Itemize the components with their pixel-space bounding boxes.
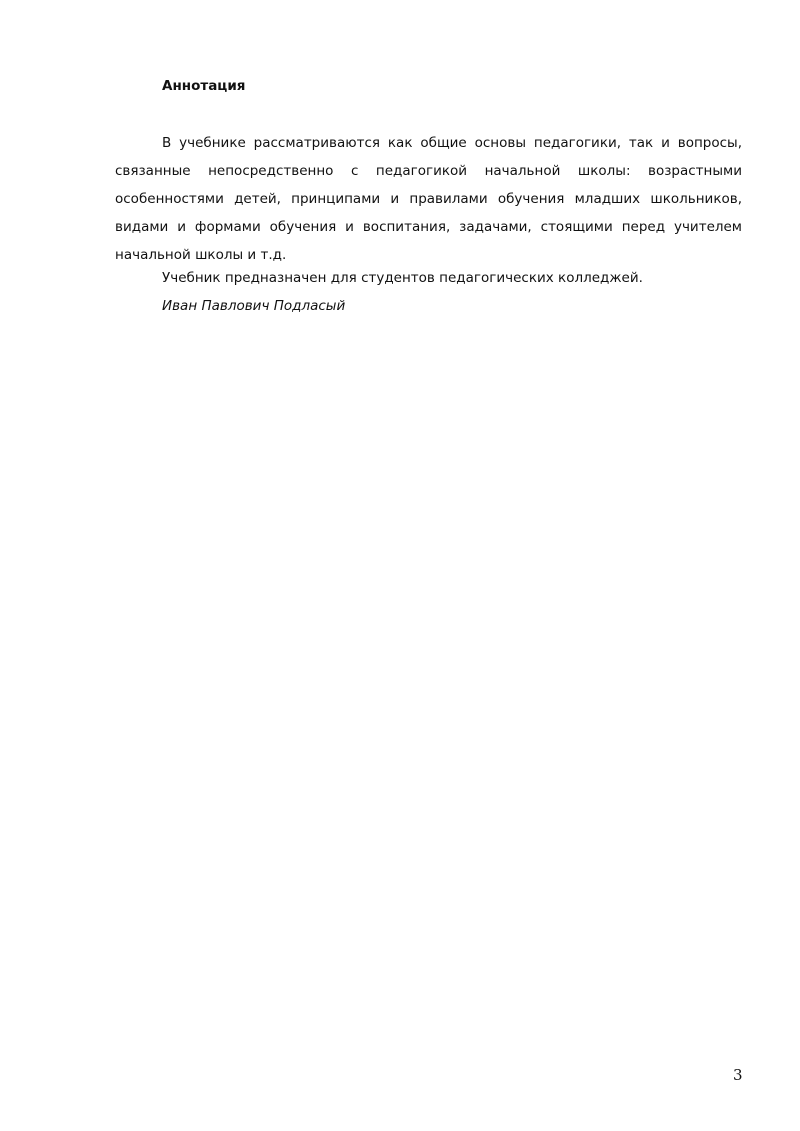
abstract-paragraph: В учебнике рассматриваются как общие основы педагогики, так и вопросы, связанные непосредственно с педагогикой начальной школы: возрастными особенностями детей, принципами и правилами обучения младших школьников, видами и формами обучения и воспитания, задачами, стоящими перед учителем начальной школы и т.д. bbox=[115, 135, 742, 263]
author-name: Иван Павлович Подласый bbox=[162, 298, 346, 314]
purpose-paragraph: Учебник предназначен для студентов педагогических колледжей. bbox=[162, 270, 643, 286]
annotation-heading: Аннотация bbox=[162, 78, 246, 94]
page-number: 3 bbox=[733, 1066, 743, 1084]
